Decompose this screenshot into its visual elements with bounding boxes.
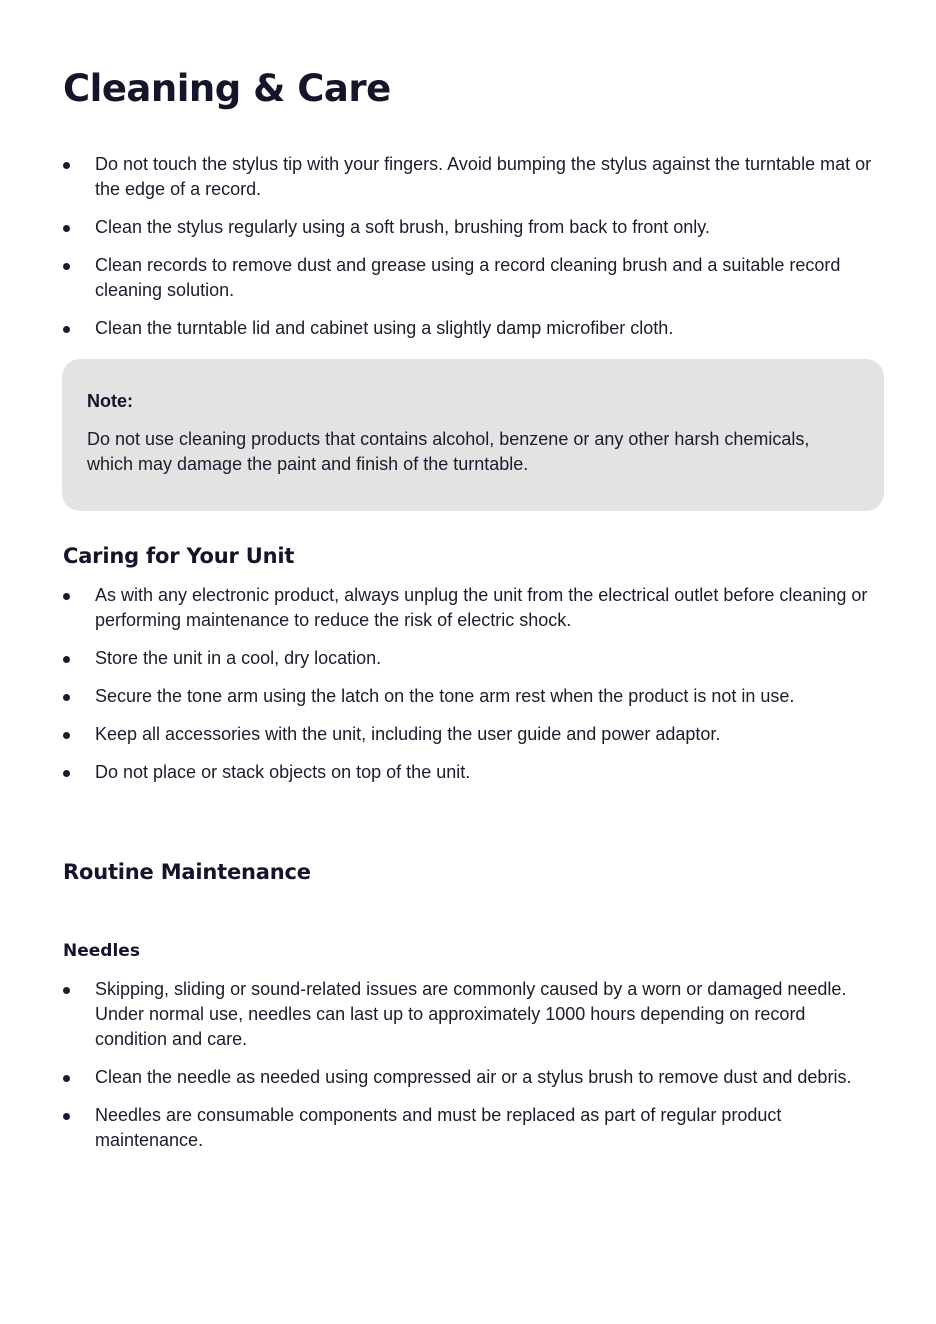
- list-item: [63, 1065, 878, 1090]
- section-heading-maintenance: Routine Maintenance: [63, 860, 311, 884]
- list-item: [63, 253, 878, 303]
- bullet-icon: [63, 694, 70, 701]
- bullet-icon: [63, 225, 70, 232]
- list-item: [63, 684, 878, 709]
- list-item: [63, 646, 878, 671]
- bullet-icon: [63, 1113, 70, 1120]
- note-label: Note:: [87, 391, 133, 411]
- section-heading-caring: Caring for Your Unit: [63, 544, 295, 568]
- cleaning-list: [63, 152, 878, 354]
- bullet-icon: [63, 1075, 70, 1082]
- list-item-text: Store the unit in a cool, dry location.: [95, 648, 382, 668]
- list-item-text: As with any electronic product, always unplug the unit from the electrical outlet before cleaning or performing maintenance to reduce the risk of electric shock.: [95, 585, 868, 630]
- page-title: Cleaning & Care: [63, 67, 391, 110]
- note-text: Do not use cleaning products that contains alcohol, benzene or any other harsh chemicals, which may damage the paint and finish of the turntable.: [87, 429, 810, 474]
- list-item-text: Do not touch the stylus tip with your fingers. Avoid bumping the stylus against the turntable mat or the edge of a record.: [95, 154, 872, 199]
- list-item: [63, 583, 878, 633]
- caring-list: [63, 583, 878, 798]
- list-item-text: Clean the needle as needed using compressed air or a stylus brush to remove dust and debris.: [95, 1067, 852, 1087]
- list-item: [63, 1103, 878, 1153]
- bullet-icon: [63, 732, 70, 739]
- list-item: [63, 152, 878, 202]
- needles-list: [63, 977, 878, 1166]
- list-item-text: Keep all accessories with the unit, including the user guide and power adaptor.: [95, 724, 721, 744]
- list-item-text: Clean the turntable lid and cabinet using a slightly damp microfiber cloth.: [95, 318, 674, 338]
- list-item-text: Needles are consumable components and must be replaced as part of regular product maintenance.: [95, 1105, 782, 1150]
- list-item-text: Clean the stylus regularly using a soft brush, brushing from back to front only.: [95, 217, 710, 237]
- bullet-icon: [63, 162, 70, 169]
- list-item: [63, 977, 878, 1052]
- list-item-text: Do not place or stack objects on top of the unit.: [95, 762, 471, 782]
- bullet-icon: [63, 326, 70, 333]
- bullet-icon: [63, 263, 70, 270]
- list-item: [63, 316, 878, 341]
- bullet-icon: [63, 770, 70, 777]
- list-item: [63, 722, 878, 747]
- subsection-heading-needles: Needles: [63, 941, 140, 961]
- list-item: [63, 215, 878, 240]
- list-item-text: Secure the tone arm using the latch on the tone arm rest when the product is not in use.: [95, 686, 795, 706]
- note-box: [62, 359, 884, 511]
- list-item-text: Skipping, sliding or sound-related issues are commonly caused by a worn or damaged needle. Under normal use, needles can last up to approximately 1000 hours depending on record condition and care.: [95, 979, 847, 1049]
- list-item-text: Clean records to remove dust and grease using a record cleaning brush and a suitable record cleaning solution.: [95, 255, 841, 300]
- bullet-icon: [63, 656, 70, 663]
- bullet-icon: [63, 987, 70, 994]
- bullet-icon: [63, 593, 70, 600]
- list-item: [63, 760, 878, 785]
